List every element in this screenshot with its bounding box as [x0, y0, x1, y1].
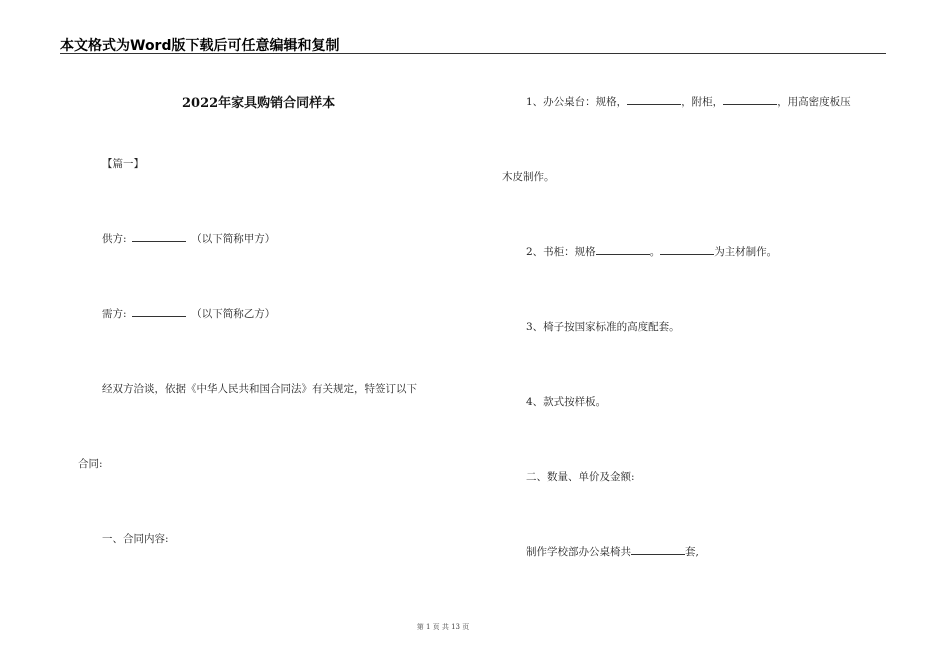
item-2-blank-b [660, 244, 714, 255]
header-divider [60, 53, 886, 54]
item-2-blank-a [596, 244, 650, 255]
item-1-mid: ，附柜， [681, 96, 724, 108]
item-1-suffix: ，用高密度板压 [777, 96, 851, 108]
supplier-note: （以下简称甲方） [191, 233, 276, 245]
item-2-suffix: 为主材制作。 [714, 246, 778, 258]
item-4-line: 4、款式按样板。 [526, 396, 607, 408]
item-1-blank-b [723, 94, 777, 105]
buyer-note: （以下简称乙方） [191, 308, 276, 320]
heading-quantity-price: 二、数量、单价及金额: [526, 471, 635, 483]
item-1-continuation: 木皮制作。 [502, 171, 555, 183]
buyer-line [102, 306, 275, 321]
item-3-line: 3、椅子按国家标准的高度配套。 [526, 321, 680, 333]
intro-line-1: 经双方洽谈，依据《中华人民共和国合同法》有关规定，特签订以下 [102, 383, 417, 395]
heading-contract-content: 一、合同内容: [102, 533, 169, 545]
supplier-blank [132, 231, 186, 242]
buyer-label: 需方: [102, 308, 127, 320]
section-label: 【篇一】 [102, 158, 144, 170]
quantity-prefix: 制作学校部办公桌椅共 [526, 546, 631, 558]
page-header: 本文格式为Word版下载后可任意编辑和复制 [60, 38, 340, 54]
item-1-line [526, 94, 851, 109]
item-2-mid: 。 [649, 246, 661, 258]
quantity-suffix: 套, [685, 546, 699, 558]
supplier-line [102, 231, 275, 246]
quantity-line [526, 544, 699, 559]
intro-line-2: 合同: [78, 458, 103, 470]
item-1-blank-a [627, 94, 681, 105]
supplier-label: 供方: [102, 233, 127, 245]
page-number: 第 1 页 共 13 页 [416, 623, 470, 631]
buyer-blank [132, 306, 186, 317]
item-2-line [526, 244, 777, 259]
quantity-blank [631, 544, 685, 555]
item-1-prefix: 1、办公桌台：规格， [526, 96, 628, 108]
item-2-prefix: 2、书柜：规格 [526, 246, 596, 258]
document-title: 2022年家具购销合同样本 [182, 96, 336, 111]
